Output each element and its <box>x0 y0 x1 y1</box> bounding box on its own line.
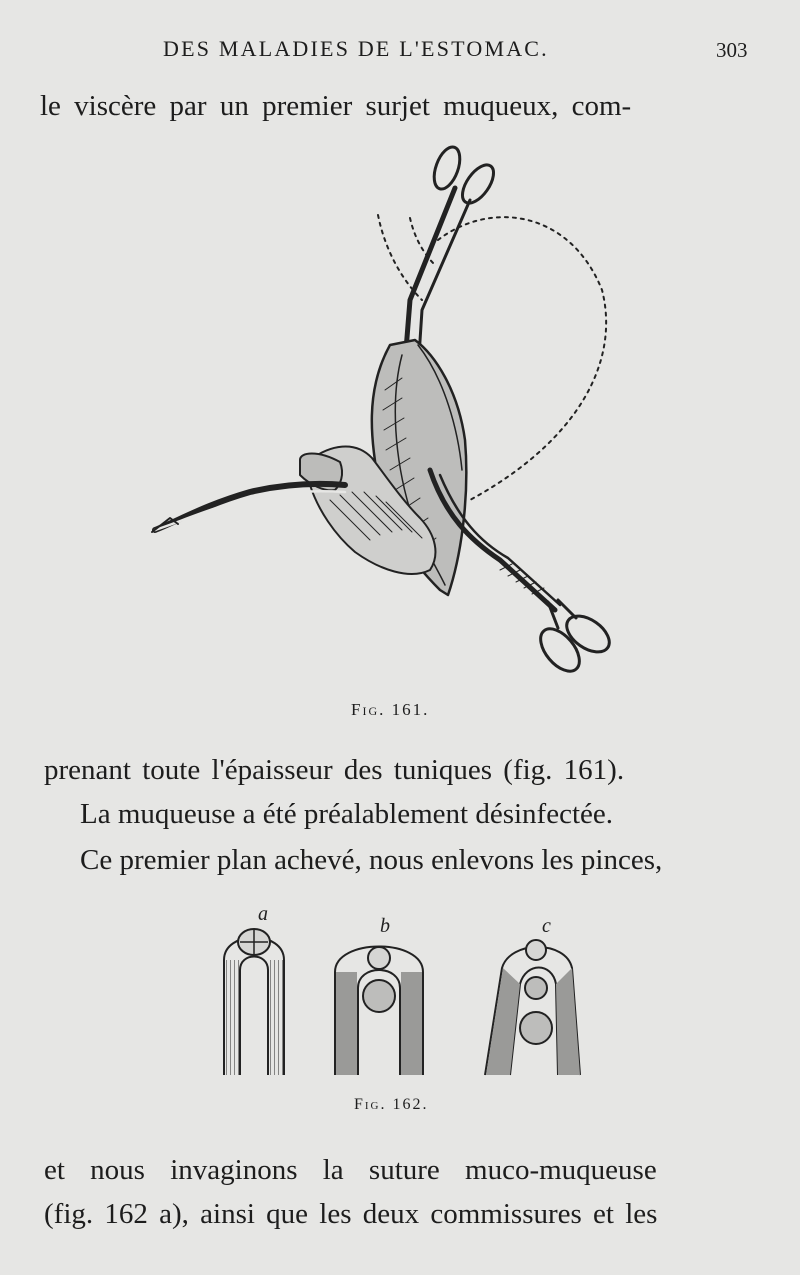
figure-162-caption: Fig. 162. <box>354 1096 429 1113</box>
page-number: 303 <box>716 38 748 62</box>
body-line-2: prenant toute l'épaisseur des tuniques (fig. 161). <box>44 754 625 786</box>
fig162-label-c: c <box>542 915 551 937</box>
body-line-3: La muqueuse a été préalablement désinfectée. <box>80 798 614 830</box>
fig162-label-b: b <box>380 915 390 937</box>
body-line-6: (fig. 162 a), ainsi que les deux commissures et les <box>44 1198 658 1230</box>
body-line-1: le viscère par un premier surjet muqueux, com- <box>40 90 632 122</box>
figure-161-caption: Fig. 161. <box>351 700 430 719</box>
figure-162-illustration <box>210 900 600 1085</box>
fig162-label-a: a <box>258 903 268 925</box>
body-line-5: et nous invaginons la suture muco-muqueuse <box>44 1154 657 1186</box>
figure-161-illustration <box>140 140 630 685</box>
running-head <box>0 36 800 66</box>
body-line-4: Ce premier plan achevé, nous enlevons les pinces, <box>80 844 663 876</box>
running-title: DES MALADIES DE L'ESTOMAC. <box>163 36 549 61</box>
